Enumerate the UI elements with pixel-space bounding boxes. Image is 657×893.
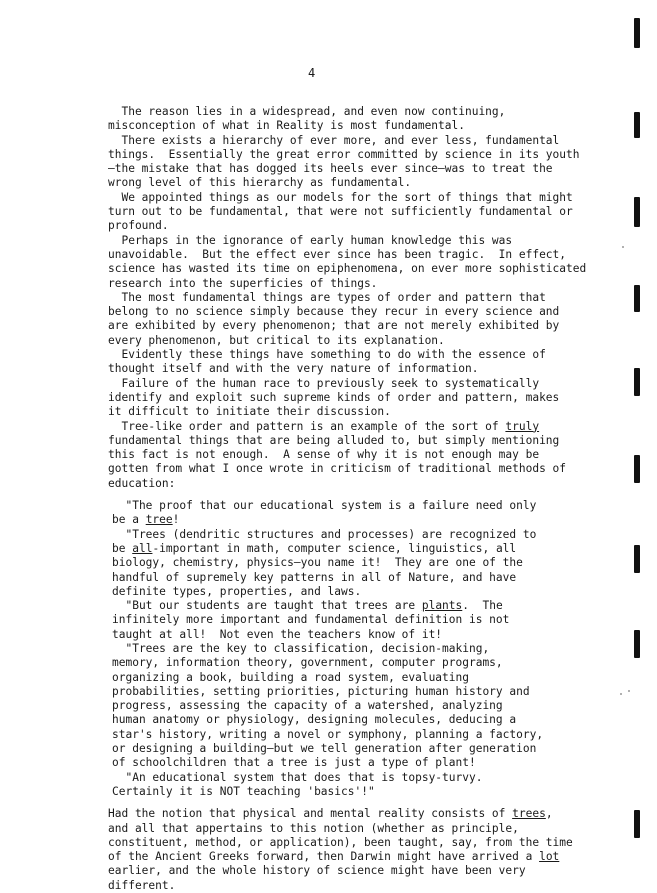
text-line: earlier, and the whole history of science might have been very: [108, 864, 526, 878]
text-line: and all that appertains to this notion (whether as principle,: [108, 821, 519, 835]
text-line: Evidently these things have something to do with the essence of: [108, 348, 546, 362]
paragraph: [108, 105, 578, 134]
text-line: every phenomenon, but critical to its explanation.: [108, 333, 445, 347]
text-line: We appointed things as our models for the sort of things that might: [108, 190, 573, 204]
text-line: Failure of the human race to previously seek to systematically: [108, 376, 540, 390]
underlined-word: all: [132, 541, 153, 555]
text-line: —the mistake that has dogged its heels ever since—was to treat the: [108, 162, 553, 176]
text-line: probabilities, setting priorities, picturing human history and: [112, 684, 530, 698]
page-number: 4: [308, 66, 316, 80]
scan-mark: [634, 368, 640, 396]
paragraph: [108, 420, 578, 491]
scan-mark: [634, 197, 640, 227]
text-line: be a tree!: [112, 513, 180, 527]
text-line: "Trees (dendritic structures and processes) are recognized to: [112, 527, 537, 541]
text-line: constituent, method, or application), been taught, say, from the time: [108, 835, 573, 849]
text-line: "The proof that our educational system is a failure need only: [112, 499, 537, 513]
paragraph: [108, 291, 578, 348]
text-line: "But our students are taught that trees are plants. The: [112, 599, 503, 613]
text-line: misconception of what in Reality is most fundamental.: [108, 119, 465, 133]
text-line: "An educational system that does that is topsy-turvy.: [112, 770, 483, 784]
paragraph: [108, 348, 578, 377]
text-line: belong to no science simply because they recur in every science and: [108, 305, 560, 319]
text-line: The reason lies in a widespread, and even now continuing,: [108, 105, 506, 118]
scan-mark: [634, 285, 640, 312]
scan-mark: [634, 810, 640, 838]
quotation-paragraph: [112, 528, 578, 599]
quotation-paragraph: [112, 771, 578, 800]
text-line: memory, information theory, government, computer programs,: [112, 656, 503, 670]
underlined-word: truly: [505, 419, 540, 433]
text-line: identify and exploit such supreme kinds of order and pattern, makes: [108, 390, 560, 404]
quotation-paragraph: [112, 599, 578, 642]
underlined-word: tree: [145, 513, 173, 527]
text-line: Tree-like order and pattern is an example of the sort of truly: [108, 419, 540, 433]
underlined-word: lot: [539, 850, 560, 864]
paragraph: [108, 191, 578, 234]
scan-mark: [634, 112, 640, 138]
closing-paragraph: [108, 807, 578, 893]
text-line: infinitely more important and fundamental definition is not: [112, 613, 510, 627]
text-column: [108, 105, 587, 893]
scan-speck: [628, 690, 630, 692]
text-line: of schoolchildren that a tree is just a type of plant!: [112, 756, 476, 770]
text-line: this fact is not enough. A sense of why it is not enough may be: [108, 448, 540, 462]
text-line: science has wasted its time on epiphenomena, on ever more sophisticated: [108, 262, 587, 276]
underlined-word: trees: [512, 807, 546, 821]
text-line: organizing a book, building a road system, evaluating: [112, 670, 469, 684]
text-line: gotten from what I once wrote in criticism of traditional methods of: [108, 462, 567, 476]
scan-speck: [620, 693, 622, 695]
scan-mark: [634, 630, 640, 658]
text-line: unavoidable. But the effect ever since has been tragic. In effect,: [108, 247, 567, 261]
text-line: it difficult to initiate their discussion.: [108, 405, 391, 419]
text-line: be all-important in math, computer science, linguistics, all: [112, 541, 517, 555]
text-line: thought itself and with the very nature of information.: [108, 362, 479, 376]
text-line: Had the notion that physical and mental reality consists of trees,: [108, 807, 553, 821]
text-line: The most fundamental things are types of order and pattern that: [108, 290, 546, 304]
quotation-paragraph: [112, 499, 578, 528]
scan-speck: [622, 246, 624, 248]
text-line: education:: [108, 476, 176, 490]
text-line: star's history, writing a novel or symphony, planning a factory,: [112, 727, 544, 741]
scan-mark: [634, 455, 640, 483]
quotation-paragraph: [112, 642, 578, 771]
text-line: different.: [108, 878, 176, 892]
text-line: taught at all! Not even the teachers know of it!: [112, 627, 443, 641]
text-line: "Trees are the key to classification, decision-making,: [112, 641, 490, 655]
text-line: fundamental things that are being alluded to, but simply mentioning: [108, 433, 560, 447]
text-line: of the Ancient Greeks forward, then Darwin might have arrived a lot: [108, 850, 560, 864]
text-line: or designing a building—but we tell generation after generation: [112, 742, 537, 756]
text-line: turn out to be fundamental, that were not sufficiently fundamental or: [108, 205, 573, 219]
text-line: research into the superficies of things.: [108, 276, 378, 290]
paragraph: [108, 377, 578, 420]
paragraph: [108, 134, 578, 191]
text-line: Perhaps in the ignorance of early human knowledge this was: [108, 233, 513, 247]
text-line: Certainly it is NOT teaching 'basics'!": [112, 784, 375, 798]
text-line: definite types, properties, and laws.: [112, 584, 362, 598]
text-line: profound.: [108, 219, 169, 233]
text-line: There exists a hierarchy of ever more, and ever less, fundamental: [108, 133, 560, 147]
text-line: things. Essentially the great error committed by science in its youth: [108, 147, 580, 161]
text-line: human anatomy or physiology, designing molecules, deducing a: [112, 713, 517, 727]
scan-mark: [634, 18, 640, 48]
underlined-word: plants: [421, 599, 463, 613]
text-line: are exhibited by every phenomenon; that are not merely exhibited by: [108, 319, 560, 333]
paragraph: [108, 233, 587, 291]
scan-mark: [634, 545, 640, 573]
text-line: progress, assessing the capacity of a watershed, analyzing: [112, 699, 503, 713]
text-line: biology, chemistry, physics—you name it! They are one of the: [112, 556, 523, 570]
text-line: wrong level of this hierarchy as fundamental.: [108, 176, 412, 190]
text-line: handful of supremely key patterns in all of Nature, and have: [112, 570, 517, 584]
